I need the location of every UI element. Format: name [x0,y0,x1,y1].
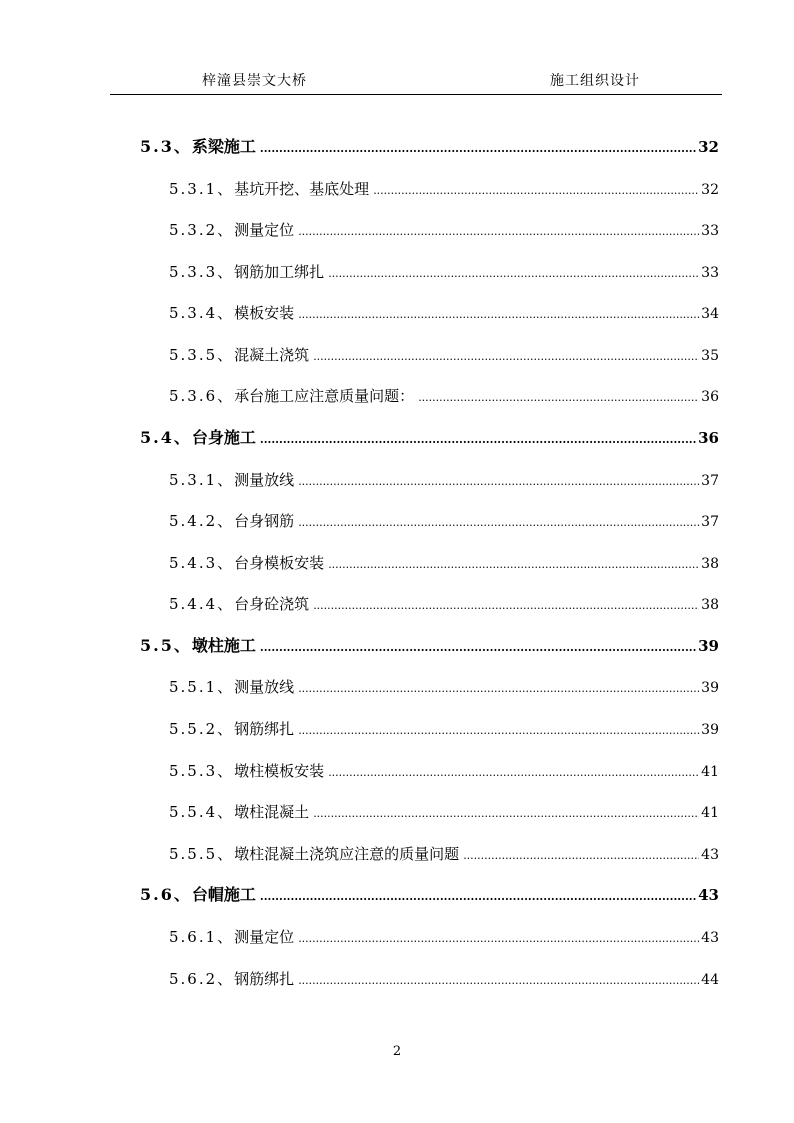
toc-title: 测量定位 [234,928,295,946]
toc-number: 5.4.4、 [169,595,235,613]
toc-number: 5.3.6、 [169,387,235,405]
toc-title: 台身砼浇筑 [234,595,310,613]
toc-number: 5.5.1、 [169,678,235,696]
toc-entry-subsection[interactable] [169,718,719,740]
toc-number: 5.3、 [140,137,192,156]
toc-title: 钢筋绑扎 [234,720,295,738]
toc-title: 承台施工应注意质量问题： [234,387,415,405]
toc-number: 5.5.5、 [169,845,235,863]
toc-entry-section[interactable] [140,635,719,657]
toc-dot-leader [313,346,699,368]
toc-page-number: 34 [701,306,719,322]
toc-entry-section[interactable] [140,884,719,906]
toc-dot-leader [260,138,696,160]
toc-number: 5.6、 [140,885,192,904]
toc-dot-leader [313,595,699,617]
toc-number: 5.6.1、 [169,928,235,946]
toc-number: 5.5、 [140,636,192,655]
toc-title: 墩柱混凝土浇筑应注意的质量问题 [234,845,460,863]
toc-entry-subsection[interactable] [169,926,719,948]
toc-entry-subsection[interactable] [169,469,719,491]
toc-entry-subsection[interactable] [169,552,719,574]
toc-title: 墩柱施工 [191,636,256,655]
toc-dot-leader [328,554,699,576]
toc-number: 5.4.2、 [169,512,235,530]
toc-entry-section[interactable] [140,136,719,158]
toc-page-number: 41 [701,764,719,780]
toc-entry-subsection[interactable] [169,385,719,407]
toc-page-number: 36 [698,429,719,447]
toc-entry-subsection[interactable] [169,760,719,782]
toc-dot-leader [463,845,699,867]
footer-page-number: 2 [392,1044,402,1059]
toc-title: 台帽施工 [191,885,256,904]
toc-number: 5.3.1、 [169,180,235,198]
toc-page-number: 37 [701,514,719,530]
toc-entry-subsection[interactable] [169,302,719,324]
toc-page-number: 38 [701,556,719,572]
toc-dot-leader [328,762,699,784]
toc-entry-subsection[interactable] [169,801,719,823]
toc-title: 台身施工 [191,428,256,447]
toc-dot-leader [373,180,699,202]
toc-entry-subsection[interactable] [169,219,719,241]
toc-page-number: 33 [701,223,719,239]
toc-page-number: 32 [698,138,719,156]
toc-title: 墩柱混凝土 [234,803,310,821]
toc-page-number: 39 [701,722,719,738]
toc-entry-subsection[interactable] [169,968,719,990]
toc-number: 5.3.1、 [169,471,235,489]
toc-entry-subsection[interactable] [169,261,719,283]
toc-dot-leader [298,928,699,950]
toc-dot-leader [260,637,696,659]
toc-title: 系梁施工 [191,137,256,156]
toc-entry-subsection[interactable] [169,178,719,200]
toc-page-number: 32 [701,182,719,198]
toc-title: 测量放线 [234,678,295,696]
toc-page-number: 43 [701,930,719,946]
toc-page-number: 35 [701,348,719,364]
toc-number: 5.3.5、 [169,346,235,364]
toc-page-number: 43 [698,886,719,904]
toc-page-number: 44 [701,972,719,988]
toc-page-number: 33 [701,265,719,281]
toc-entry-subsection[interactable] [169,593,719,615]
toc-title: 测量定位 [234,221,295,239]
toc-dot-leader [298,512,699,534]
toc-number: 5.3.4、 [169,304,235,322]
toc-title: 模板安装 [234,304,295,322]
header-document-type: 施工组织设计 [550,73,640,89]
toc-dot-leader [328,263,699,285]
toc-number: 5.6.2、 [169,970,235,988]
toc-number: 5.5.3、 [169,762,235,780]
toc-page-number: 39 [701,680,719,696]
toc-dot-leader [298,471,699,493]
toc-dot-leader [298,720,699,742]
toc-dot-leader [298,678,699,700]
toc-title: 基坑开挖、基底处理 [234,180,370,198]
toc-number: 5.5.2、 [169,720,235,738]
toc-page-number: 41 [701,805,719,821]
toc-title: 台身钢筋 [234,512,295,530]
toc-dot-leader [418,387,699,409]
toc-dot-leader [260,429,696,451]
toc-dot-leader [298,221,699,243]
toc-entry-section[interactable] [140,427,719,449]
toc-number: 5.5.4、 [169,803,235,821]
toc-number: 5.3.2、 [169,221,235,239]
toc-number: 5.4、 [140,428,192,447]
header-project-name: 梓潼县崇文大桥 [202,73,307,89]
toc-entry-subsection[interactable] [169,843,719,865]
toc-title: 混凝土浇筑 [234,346,310,364]
toc-title: 钢筋加工绑扎 [234,263,325,281]
toc-number: 5.4.3、 [169,554,235,572]
toc-title: 台身模板安装 [234,554,325,572]
toc-dot-leader [260,886,696,908]
toc-page-number: 39 [698,637,719,655]
toc-title: 钢筋绑扎 [234,970,295,988]
toc-number: 5.3.3、 [169,263,235,281]
toc-entry-subsection[interactable] [169,344,719,366]
toc-page-number: 37 [701,473,719,489]
toc-entry-subsection[interactable] [169,510,719,532]
toc-title: 墩柱模板安装 [234,762,325,780]
toc-dot-leader [313,803,699,825]
toc-page-number: 38 [701,597,719,613]
toc-entry-subsection[interactable] [169,676,719,698]
toc-page-number: 43 [701,847,719,863]
toc-dot-leader [298,970,699,992]
toc-page-number: 36 [701,389,719,405]
toc-dot-leader [298,304,699,326]
toc-title: 测量放线 [234,471,295,489]
